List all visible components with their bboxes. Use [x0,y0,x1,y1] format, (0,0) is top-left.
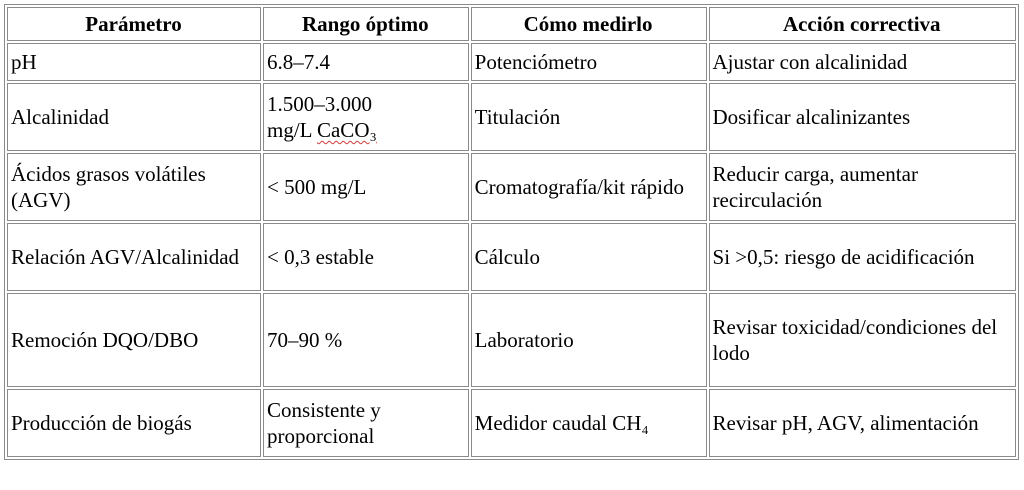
cell-parametro: Relación AGV/Alcalinidad [7,223,261,291]
cell-rango-part3: CaCO₃ [316,118,377,142]
cell-medicion: Titulación [471,83,707,151]
header-accion-correctiva: Acción correctiva [709,7,1016,41]
cell-accion: Si >0,5: riesgo de acidificación [709,223,1016,291]
table-header-row [7,7,1016,41]
cell-medicion: Cromatografía/kit rápido [471,153,707,221]
cell-accion: Reducir carga, aumentar recirculación [709,153,1016,221]
cell-accion: Revisar pH, AGV, alimentación [709,389,1016,457]
table-row [7,153,1016,221]
table-row [7,223,1016,291]
header-rango-optimo: Rango óptimo [263,7,469,41]
cell-rango: < 500 mg/L [263,153,469,221]
table-row [7,83,1016,151]
header-parametro: Parámetro [7,7,261,41]
cell-accion: Revisar toxicidad/condiciones del lodo [709,293,1016,387]
table-row [7,389,1016,457]
cell-rango: 70–90 % [263,293,469,387]
cell-parametro: Producción de biogás [7,389,261,457]
cell-parametro: Ácidos grasos volátiles (AGV) [7,153,261,221]
cell-accion: Dosificar alcalinizantes [709,83,1016,151]
cell-medicion: Medidor caudal CH₄ [471,389,707,457]
table-row [7,293,1016,387]
cell-medicion: Potenciómetro [471,43,707,81]
cell-parametro: pH [7,43,261,81]
cell-medicion: Cálculo [471,223,707,291]
header-como-medirlo: Cómo medirlo [471,7,707,41]
cell-rango: < 0,3 estable [263,223,469,291]
cell-medicion: Laboratorio [471,293,707,387]
cell-accion: Ajustar con alcalinidad [709,43,1016,81]
cell-rango-part2: mg/L [267,118,312,142]
cell-parametro: Alcalinidad [7,83,261,151]
cell-parametro: Remoción DQO/DBO [7,293,261,387]
cell-rango: 6.8–7.4 [263,43,469,81]
table-row [7,43,1016,81]
cell-rango [263,83,469,151]
parameters-table [4,4,1019,460]
cell-rango: Consistente y proporcional [263,389,469,457]
cell-rango-part1: 1.500–3.000 [267,92,373,116]
